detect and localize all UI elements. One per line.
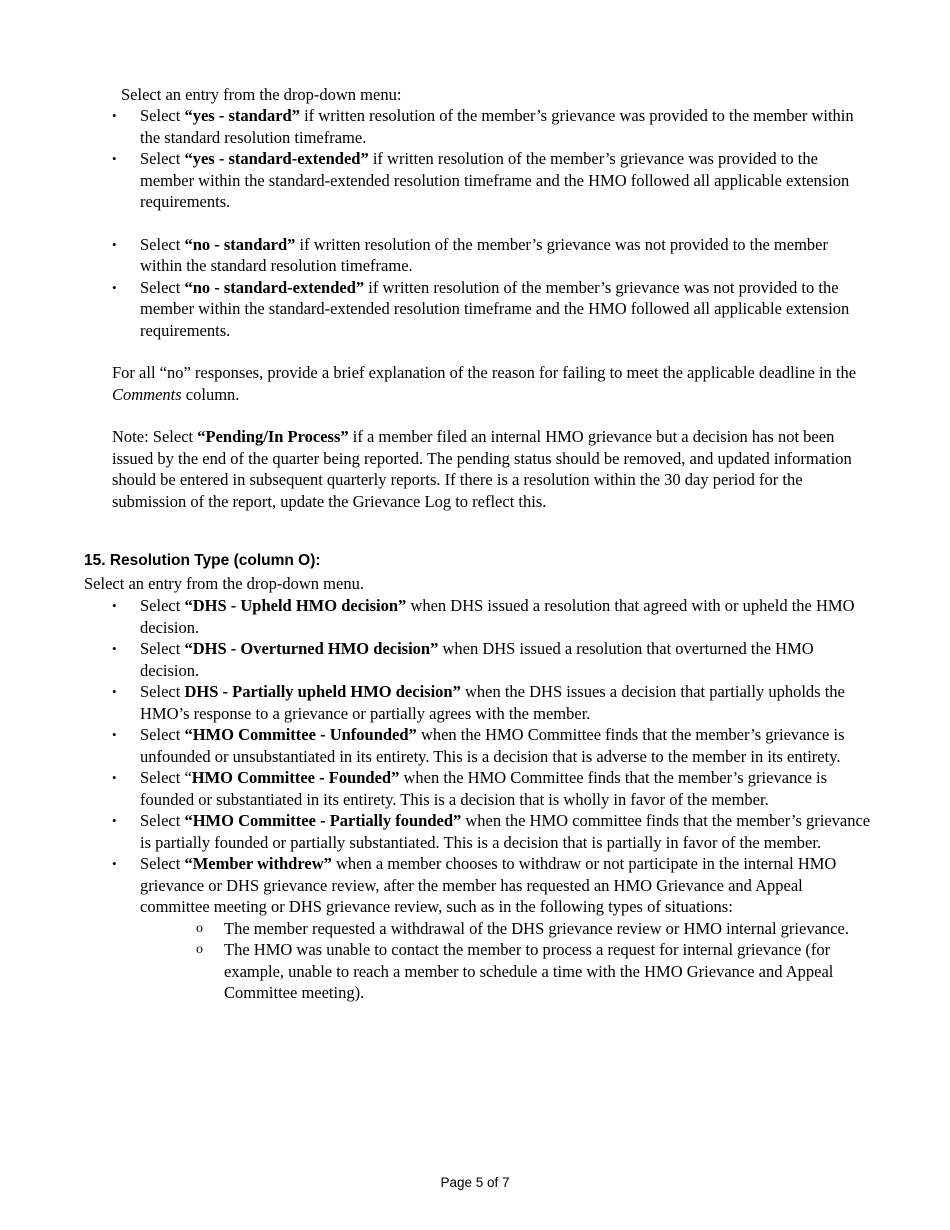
bullet-icon: • (112, 641, 117, 656)
list-item: • Select “no - standard-extended” if written resolution of the member’s grievance was not provided to the member within the standard-extended resolution timeframe and the HMO followed all applicable extension requirements. (112, 277, 850, 340)
option-name: “HMO Committee - Unfounded” (184, 725, 417, 744)
dropdown-intro: Select an entry from the drop-down menu: (121, 85, 402, 104)
sub-list-item: o The HMO was unable to contact the member to process a request for internal grievance (for example, unable to reach a member to schedule a time with the HMO Grievance and Appeal Committee meeting). (196, 940, 834, 1002)
section-heading: 15. Resolution Type (column O): (84, 552, 321, 569)
bullet-icon: • (112, 598, 117, 613)
option-name: “no - standard-extended” (184, 277, 365, 297)
option-name: “DHS - Upheld HMO decision” (184, 596, 407, 615)
list-item: • Select “DHS - Upheld HMO decision” when DHS issued a resolution that agreed with or upheld the HMO decision. (112, 596, 855, 637)
option-name: DHS - Partially upheld HMO decision” (184, 682, 461, 701)
resolution-type-list (112, 595, 872, 1004)
list-item: • Select “yes - standard-extended” if written resolution of the member’s grievance was provided to the member within the standard-extended resolution timeframe and the HMO followed all applicable extension requirements. (112, 149, 850, 211)
pending-note-paragraph: Note: Select “Pending/In Process” if a member filed an internal HMO grievance but a decision has not been issued by the end of the quarter being reported. The pending status should be removed, and updated information should be entered in subsequent quarterly reports. If there is a resolution within the 30 day period for the submission of the report, update the Grievance Log to reflect this. (112, 427, 852, 511)
list-item: • Select “HMO Committee - Unfounded” when the HMO Committee finds that the member’s grievance is unfounded or unsubstantiated in its entirety. This is a decision that is adverse to the member in its entirety. (112, 725, 845, 766)
list-spacer (112, 213, 872, 234)
option-name: “HMO Committee - Partially founded” (184, 811, 462, 830)
bullet-icon: • (112, 684, 117, 699)
list-item: • Select “Member withdrew” when a member chooses to withdraw or not participate in the internal HMO grievance or DHS grievance review, after the member has requested an HMO Grievance and Appeal committee meeting or DHS grievance review, such as in the following types of situations: o The member requested a withdrawal of the DHS grievance review or HMO internal grievance. o The HMO was unable to contact the member to process a request for internal grievance (for example, unable to reach a member to schedule a time with the HMO Grievance and Appeal Committee meeting). (112, 853, 872, 1004)
list-item: • Select “HMO Committee - Founded” when the HMO Committee finds that the member’s grievance is founded or substantiated in its entirety. This is a decision that is wholly in favor of the member. (112, 768, 828, 809)
list-item: • Select “yes - standard” if written resolution of the member’s grievance was provided to the member within the standard resolution timeframe. (112, 106, 854, 147)
list-item: • Select “HMO Committee - Partially founded” when the HMO committee finds that the member’s grievance is partially founded or partially substantiated. This is a decision that is partially in favor of the member. (112, 811, 871, 852)
bullet-icon: • (112, 108, 117, 123)
page-number-footer: Page 5 of 7 (440, 1175, 510, 1190)
option-name: “DHS - Overturned HMO decision” (184, 639, 439, 658)
bullet-icon: • (112, 856, 117, 871)
bullet-icon: • (112, 727, 117, 742)
option-name: HMO Committee - Founded” (191, 768, 400, 787)
option-name: “Member withdrew” (184, 854, 332, 873)
bullet-icon: • (112, 279, 117, 295)
option-name: “yes - standard” (184, 106, 300, 125)
bullet-icon: • (112, 813, 117, 828)
timeframe-option-list (112, 105, 872, 341)
withdrew-situation-list (196, 918, 872, 1004)
section-intro: Select an entry from the drop-down menu. (84, 574, 364, 593)
list-item: • Select “DHS - Overturned HMO decision” when DHS issued a resolution that overturned the HMO decision. (112, 639, 814, 680)
no-responses-paragraph: For all “no” responses, provide a brief explanation of the reason for failing to meet the applicable deadline in the Comments column. (112, 363, 857, 404)
bullet-icon: • (112, 236, 117, 252)
list-item: • Select “no - standard” if written resolution of the member’s grievance was not provided to the member within the standard resolution timeframe. (112, 234, 828, 275)
sub-list-item: o The member requested a withdrawal of the DHS grievance review or HMO internal grievance. (196, 918, 849, 938)
circle-bullet-icon: o (196, 920, 203, 936)
circle-bullet-icon: o (196, 942, 203, 957)
bullet-icon: • (112, 770, 117, 785)
list-item: • Select DHS - Partially upheld HMO decision” when the DHS issues a decision that partially upholds the HMO’s response to a grievance or partially agrees with the member. (112, 682, 845, 723)
option-name: “yes - standard-extended” (184, 149, 369, 168)
bullet-icon: • (112, 151, 117, 166)
option-name: “Pending/In Process” (197, 427, 349, 446)
comments-column-name: Comments (112, 384, 182, 404)
option-name: “no - standard” (184, 234, 296, 254)
